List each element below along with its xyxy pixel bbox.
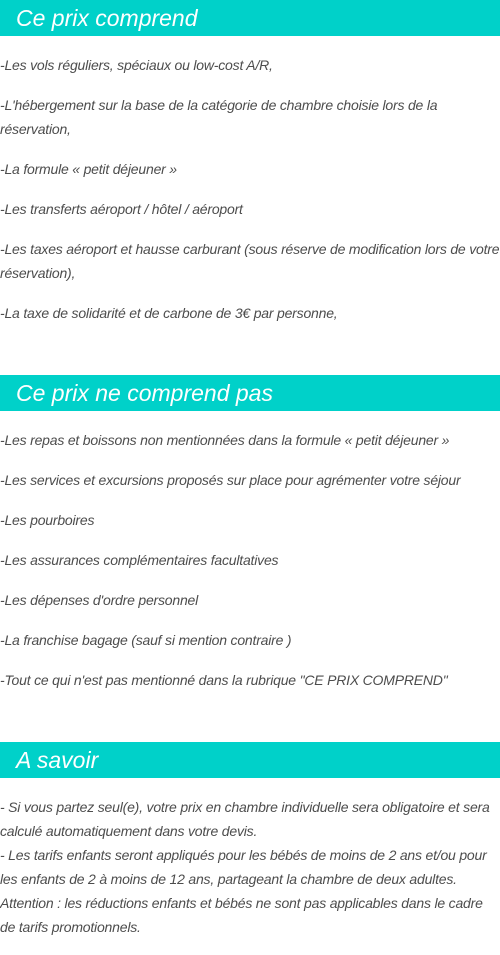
list-item: -Les repas et boissons non mentionnées dans la formule « petit déjeuner » [0, 432, 450, 448]
list-item: -L'hébergement sur la base de la catégorie de chambre choisie lors de la réservation, [0, 97, 438, 137]
list-item: -Les dépenses d'ordre personnel [0, 592, 199, 608]
section-banner [0, 0, 500, 36]
list-item: -Tout ce qui n'est pas mentionné dans la rubrique "CE PRIX COMPREND" [0, 672, 448, 688]
info-paragraph: - Si vous partez seul(e), votre prix en chambre individuelle sera obligatoire et sera calculé automatiquement dans votre devis. [0, 799, 490, 839]
excluded-list [0, 428, 500, 692]
section-title: A savoir [16, 747, 99, 773]
section-banner [0, 375, 500, 411]
list-item: -Les assurances complémentaires facultatives [0, 552, 279, 568]
info-paragraph: Attention : les réductions enfants et bébés ne sont pas applicables dans le cadre de tarifs promotionnels. [0, 895, 483, 935]
section-ce-prix-ne-comprend-pas [0, 375, 500, 692]
list-item: -La taxe de solidarité et de carbone de 3€ par personne, [0, 305, 338, 321]
list-item: -Les taxes aéroport et hausse carburant (sous réserve de modification lors de votre réservation), [0, 241, 500, 281]
section-a-savoir [0, 742, 500, 939]
section-title: Ce prix ne comprend pas [16, 380, 273, 406]
list-item: -Les vols réguliers, spéciaux ou low-cost A/R, [0, 57, 273, 73]
list-item: -Les transferts aéroport / hôtel / aéroport [0, 201, 243, 217]
section-ce-prix-comprend [0, 0, 500, 325]
section-title: Ce prix comprend [16, 5, 198, 31]
included-list [0, 53, 500, 325]
list-item: -La formule « petit déjeuner » [0, 161, 177, 177]
section-banner [0, 742, 500, 778]
list-item: -Les services et excursions proposés sur place pour agrémenter votre séjour [0, 472, 461, 488]
info-paragraph: - Les tarifs enfants seront appliqués pour les bébés de moins de 2 ans et/ou pour les enfants de 2 à moins de 12 ans, partageant la chambre de deux adultes. [0, 847, 487, 887]
list-item: -Les pourboires [0, 512, 95, 528]
list-item: -La franchise bagage (sauf si mention contraire ) [0, 632, 292, 648]
info-block [0, 795, 500, 939]
